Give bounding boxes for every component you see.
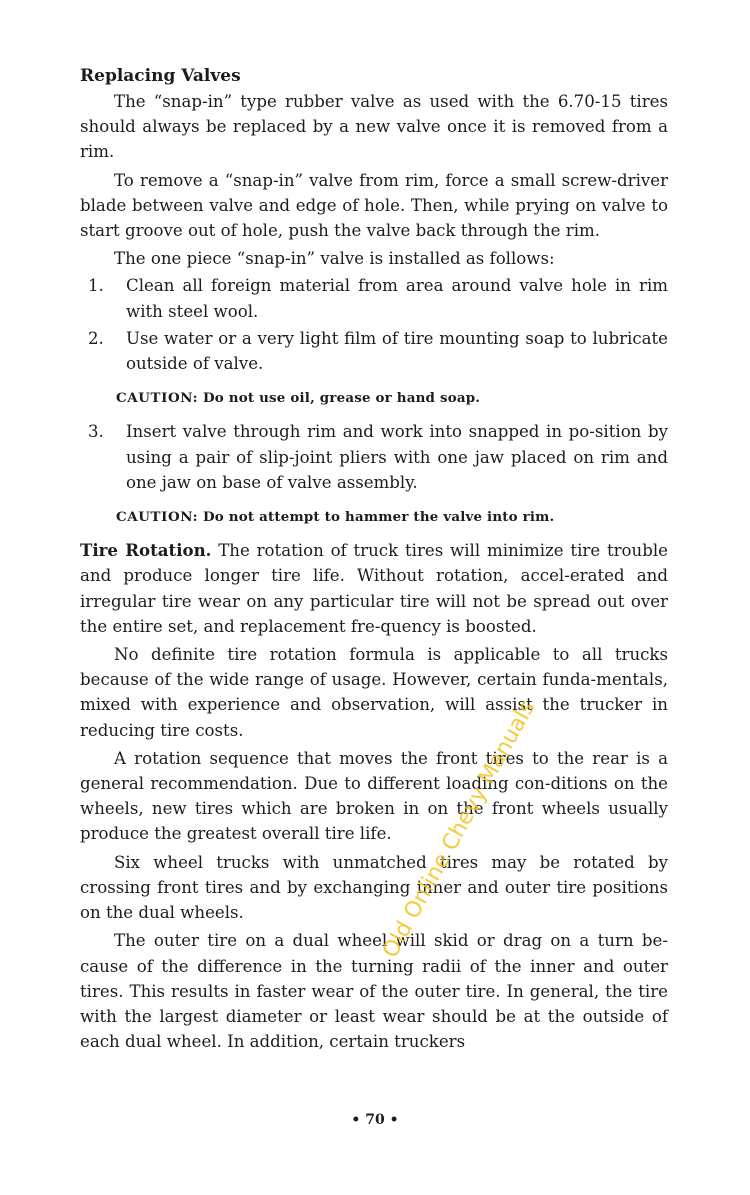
caution-label: CAUTION: (116, 509, 199, 526)
paragraph-dual-wheel: The outer tire on a dual wheel will skid or drag on a turn be-cause of the difference in the turning radii of the inner and outer tires. This results in faster wear of the outer tire. In general, the tire with the largest diameter or least wear should be at the outside of each dual wheel. In addition, certain truckers (80, 931, 668, 1052)
paragraph-rotation-sequence: A rotation sequence that moves the front tires to the rear is a general recommendation. Due to different loading con-ditions on the wheels, new tires which are broken in on the front wheels usually produce the greatest overall tire life. (80, 748, 668, 844)
paragraph-rotation-formula: No definite tire rotation formula is applicable to all trucks because of the wide range of usage. However, certain funda-mentals, mixed with experience and observation, will assist the trucker in reducing tire costs. (80, 645, 668, 740)
paragraph-six-wheel: Six wheel trucks with unmatched tires may be rotated by crossing front tires and by exchanging inner and outer tire positions on the dual wheels. (80, 852, 668, 923)
caution-text: Do not use oil, grease or hand soap. (203, 390, 481, 407)
paragraph-valve-replacement: The “snap-in” type rubber valve as used with the 6.70-15 tires should always be replaced by a new valve once it is removed from a rim. (80, 92, 668, 162)
step-text: Insert valve through rim and work into snapped in po-sition by using a pair of slip-joint pliers with one jaw placed on rim and one jaw on base of valve assembly. (126, 422, 668, 492)
step-item (80, 273, 668, 323)
paragraph-tire-rotation (80, 538, 668, 639)
manual-page (80, 64, 668, 1054)
caution-note (80, 386, 668, 411)
paragraph-install-intro: The one piece “snap-in” valve is installed as follows: (114, 249, 555, 269)
step-text: Use water or a very light film of tire mounting soap to lubricate outside of valve. (126, 328, 668, 374)
caution-note (80, 505, 668, 530)
paragraph-valve-removal: To remove a “snap-in” valve from rim, force a small screw-driver blade between valve and edge of hole. Then, while prying on valve to start groove out of hole, push the valve back through the rim. (80, 170, 668, 241)
watermark: Old Online Chevy Manuals (378, 696, 541, 963)
caution-label: CAUTION: (116, 390, 199, 407)
step-item (80, 326, 668, 376)
caution-text: Do not attempt to hammer the valve into rim. (203, 509, 555, 526)
step-item (80, 419, 668, 495)
page-number: • 70 • (351, 1112, 399, 1128)
paragraph-text: The rotation of truck tires will minimize tire trouble and produce longer tire life. Without rotation, accel-erated and irregular tire wear on any particular tire will not be spread out over the entire set, and replacement fre-quency is boosted. (80, 541, 668, 636)
step-number: 1. (88, 276, 104, 296)
runin-heading: Tire Rotation. (80, 540, 212, 561)
step-number: 2. (88, 328, 104, 348)
section-heading: Replacing Valves (80, 66, 241, 86)
step-number: 3. (88, 422, 104, 442)
step-text: Clean all foreign material from area around valve hole in rim with steel wool. (126, 276, 668, 321)
